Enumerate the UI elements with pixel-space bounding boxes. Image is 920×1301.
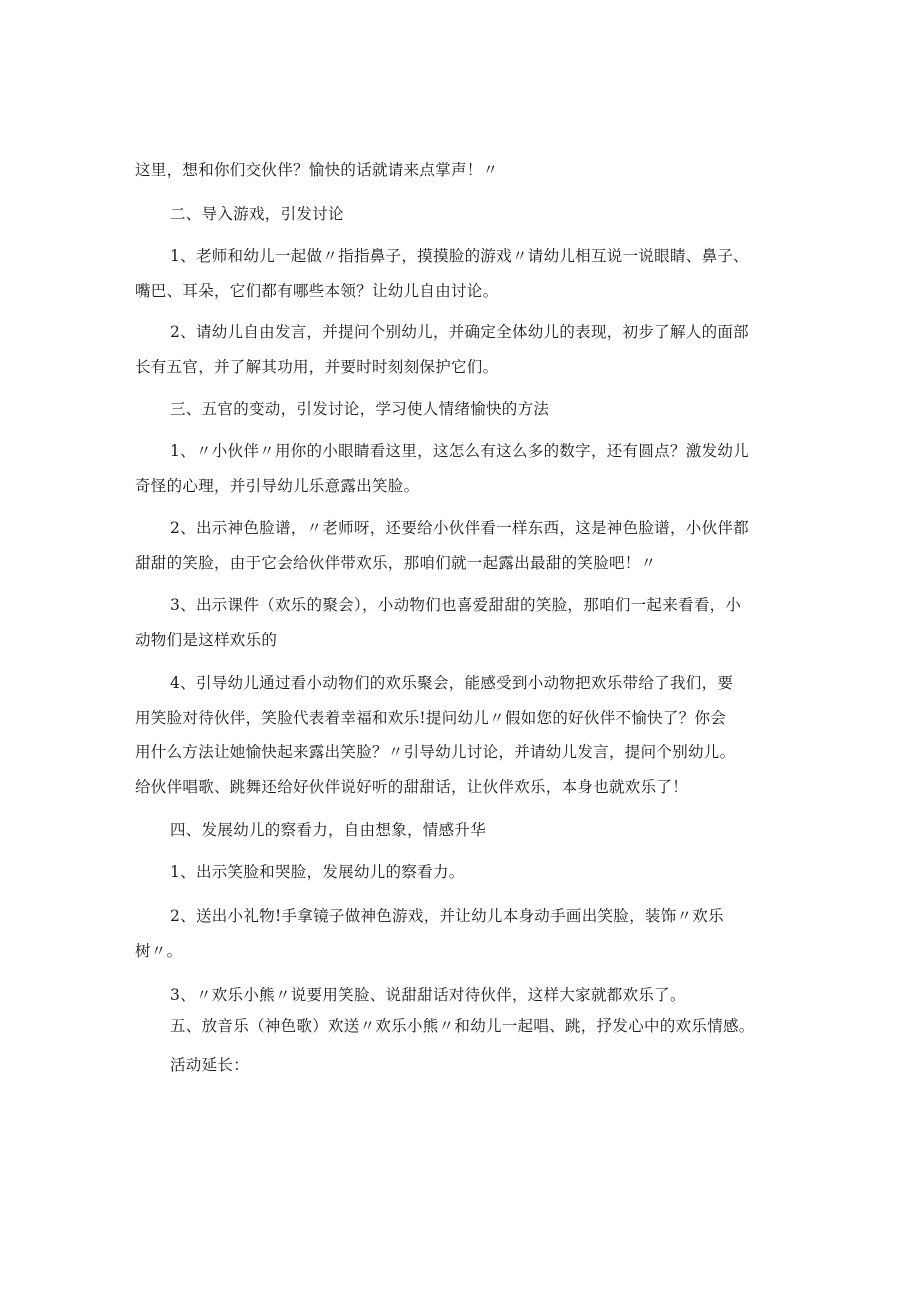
text-line: 2、送出小礼物!手拿镜子做神色游戏，并让幼儿本身动手画出笑脸，装饰〃欢乐 <box>170 907 724 925</box>
text-line: 给伙伴唱歌、跳舞还给好伙伴说好听的甜甜话，让伙伴欢乐，本身也就欢乐了！ <box>135 778 689 796</box>
section-heading: 五、放音乐（神色歌）欢送〃欢乐小熊〃和幼儿一起唱、跳，抒发心中的欢乐情感。 <box>170 1017 755 1035</box>
text-line: 1、老师和幼儿一起做〃指指鼻子，摸摸脸的游戏〃请幼儿相互说一说眼睛、鼻子、 <box>170 247 749 265</box>
section-heading: 四、发展幼儿的察看力，自由想象，情感升华 <box>170 821 487 839</box>
text-line: 奇怪的心理，并引导幼儿乐意露出笑脸。 <box>135 477 420 495</box>
text-line: 3、出示课件（欢乐的聚会），小动物们也喜爱甜甜的笑脸，那咱们一起来看看，小 <box>170 596 742 614</box>
text-line: 2、请幼儿自由发言，并提问个别幼儿，并确定全体幼儿的表现，初步了解人的面部 <box>170 323 749 341</box>
text-line: 长有五官，并了解其功用，并要时时刻刻保护它们。 <box>135 358 499 376</box>
section-heading: 活动延长： <box>170 1056 250 1074</box>
text-line: 嘴巴、耳朵，它们都有哪些本领？让幼儿自由讨论。 <box>135 282 499 300</box>
text-line: 4、引导幼儿通过看小动物们的欢乐聚会，能感受到小动物把欢乐带给了我们，要 <box>170 674 734 692</box>
text-line: 1、〃小伙伴〃用你的小眼睛看这里，这怎么有这么多的数字，还有圆点？激发幼儿 <box>170 442 749 460</box>
section-heading: 三、五官的变动，引发讨论，学习使人情绪愉快的方法 <box>170 400 550 418</box>
text-line: 3、〃欢乐小熊〃说要用笑脸、说甜甜话对待伙伴，这样大家就都欢乐了。 <box>170 986 686 1004</box>
text-line: 动物们是这样欢乐的 <box>135 631 278 649</box>
text-line: 树〃。 <box>135 942 183 960</box>
text-line: 2、出示神色脸谱，〃老师呀，还要给小伙伴看一样东西，这是神色脸谱，小伙伴都 <box>170 519 749 537</box>
text-line: 甜甜的笑脸，由于它会给伙伴带欢乐，那咱们就一起露出最甜的笑脸吧！〃 <box>135 554 657 572</box>
section-heading: 二、导入游戏，引发讨论 <box>170 205 344 223</box>
text-line: 这里，想和你们交伙伴？愉快的话就请来点掌声！〃 <box>135 161 499 179</box>
text-line: 用笑脸对待伙伴，笑脸代表着幸福和欢乐!提问幼儿〃假如您的好伙伴不愉快了？你会 <box>135 709 727 727</box>
text-line: 用什么方法让她愉快起来露出笑脸？〃引导幼儿讨论，并请幼儿发言，提问个别幼儿。 <box>135 743 736 761</box>
text-line: 1、出示笑脸和哭脸，发展幼儿的察看力。 <box>170 863 465 881</box>
